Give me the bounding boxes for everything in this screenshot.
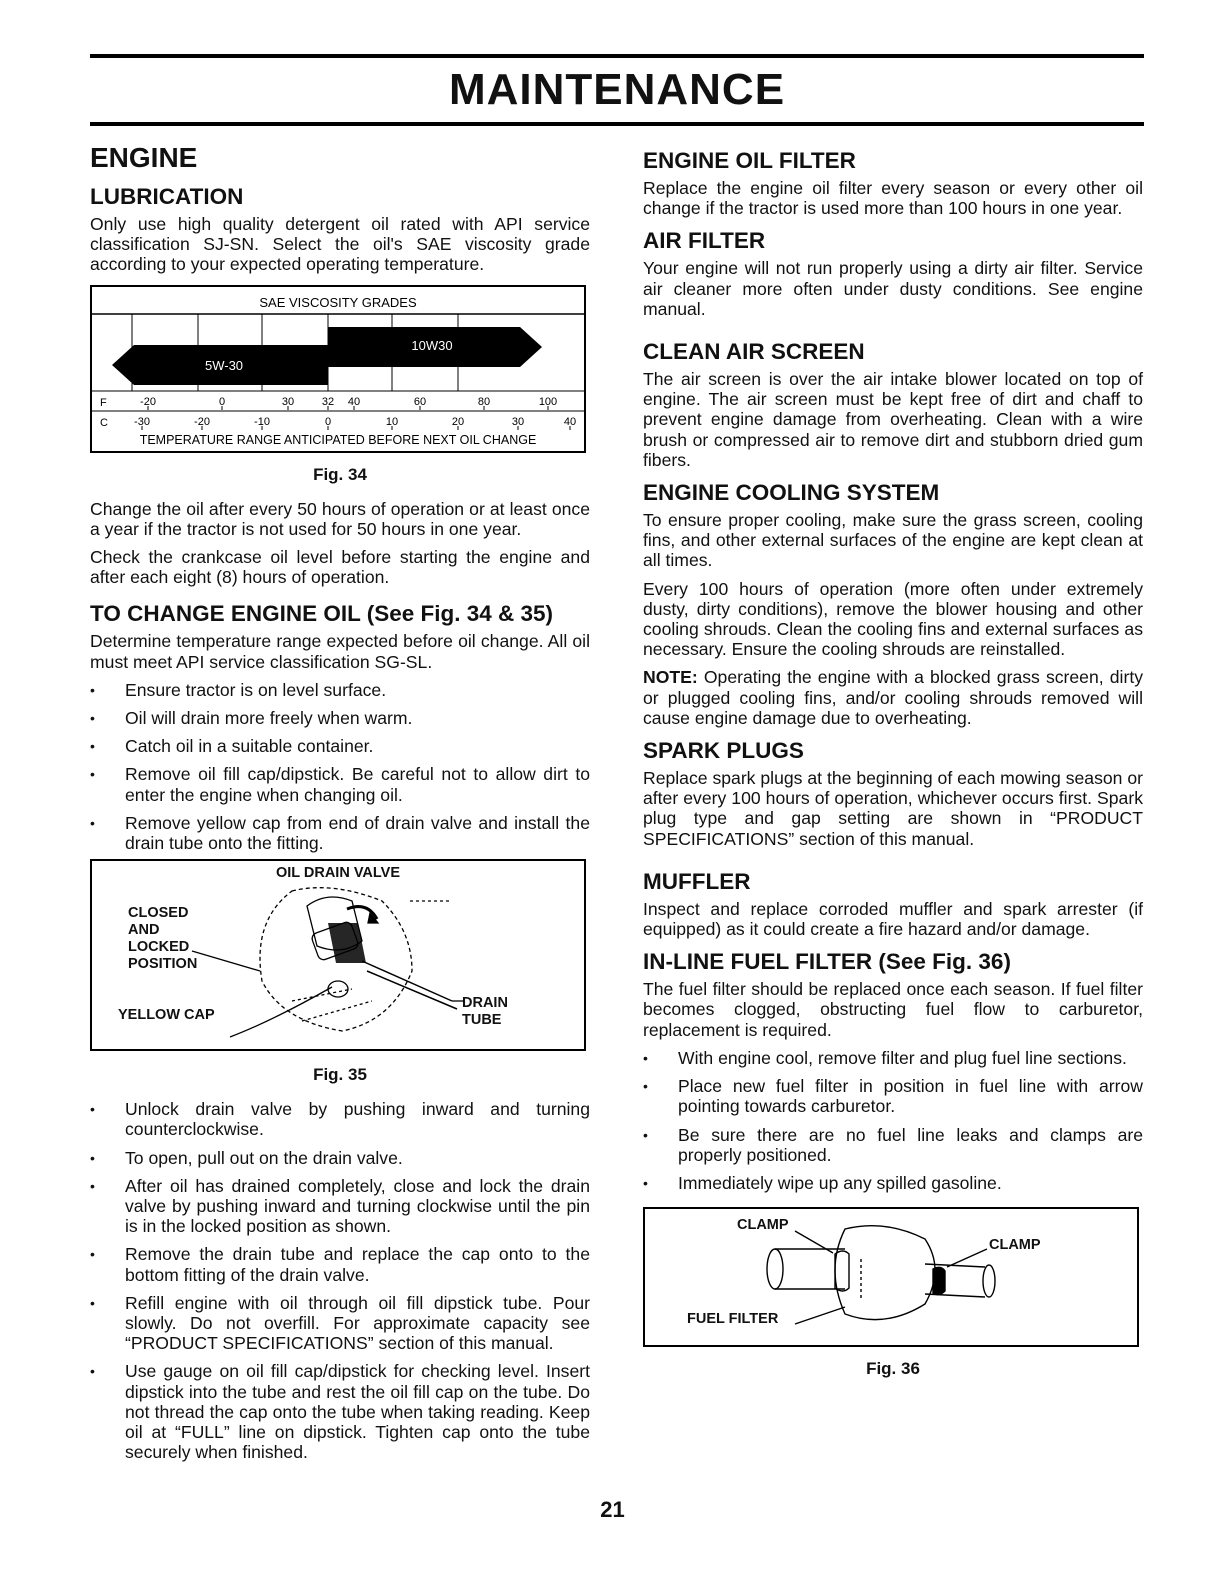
fahrenheit-tick-label: 30: [281, 395, 295, 408]
fuel-filter-text: The fuel filter should be replaced once each season. If fuel filter becomes clogged, obstructing fuel flow to carburetor, replacement is required.: [643, 979, 1143, 1040]
drain-valve-illustration: [92, 861, 584, 1049]
spark-text: Replace spark plugs at the beginning of each mowing season or after every 100 hours of operation, whichever occurs first. Spark plug type and gap setting are shown in “PRODUCT SPECIFICATIONS” section of this manual.: [643, 768, 1143, 849]
yellow-cap-label: YELLOW CAP: [118, 1007, 215, 1024]
viscosity-chart: [90, 285, 586, 453]
change-oil-interval: Change the oil after every 50 hours of operation or at least once a year if the tractor is not used for 50 hours in one year.: [90, 498, 590, 539]
celsius-tick-label: 20: [451, 415, 465, 428]
celsius-tick-label: -20: [194, 415, 210, 428]
fahrenheit-tick-label: 100: [538, 395, 558, 408]
celsius-tick-label: 30: [511, 415, 525, 428]
celsius-tick-label: 0: [324, 415, 332, 428]
muffler-text: Inspect and replace corroded muffler and spark arrester (if equipped) as it could create a fire hazard and/or damage.: [643, 898, 1143, 940]
list-item: • Unlock drain valve by pushing inward and turning counterclockwise.: [90, 1099, 590, 1139]
list-item: • Refill engine with oil through oil fill dipstick tube. Pour slowly. Do not overfill. For approximate capacity see “PRODUCT SPECIFICATIONS” section of this manual.: [90, 1293, 590, 1354]
left-column: [90, 138, 590, 1471]
fig34-caption: Fig. 34: [313, 464, 367, 484]
air-screen-text: The air screen is over the air intake blower located on top of engine. The air screen must be kept free of dirt and chaff to prevent engine damage from overheating. Clean with a wire brush or compressed air to remove dirt and stubborn dried gum fibers.: [643, 369, 1143, 470]
heading-fuel-filter: IN-LINE FUEL FILTER (See Fig. 36): [643, 949, 1011, 975]
list-item: • With engine cool, remove filter and plug fuel line sections.: [643, 1048, 1143, 1068]
chart-title: SAE VISCOSITY GRADES: [259, 294, 417, 310]
list-item: • Catch oil in a suitable container.: [90, 736, 590, 756]
grade-10w30-label: 10W30: [411, 337, 453, 353]
fuel-filter-label: FUEL FILTER: [687, 1311, 779, 1328]
oil-drain-valve-figure: [90, 859, 586, 1051]
top-rule: [90, 54, 1144, 58]
clamp-right-label: CLAMP: [989, 1237, 1041, 1254]
list-item: • Remove yellow cap from end of drain valve and install the drain tube onto the fitting.: [90, 813, 590, 853]
fahrenheit-tick-label: 80: [477, 395, 491, 408]
celsius-tick-label: 40: [563, 415, 577, 428]
list-item: • Remove the drain tube and replace the cap onto to the bottom fitting of the drain valve.: [90, 1244, 590, 1284]
heading-change-engine-oil: TO CHANGE ENGINE OIL (See Fig. 34 & 35): [90, 601, 554, 627]
note-text: Operating the engine with a blocked grass screen, dirty or plugged cooling fins, and/or cooling shrouds removed will cause engine damage due to overheating.: [643, 667, 1143, 728]
page-number: 21: [600, 1497, 625, 1522]
list-item: • Be sure there are no fuel line leaks and clamps are properly positioned.: [643, 1125, 1143, 1165]
viscosity-chart-graphic: [92, 287, 584, 451]
title-underline: [90, 122, 1144, 126]
drain-steps: [90, 1099, 590, 1462]
heading-air-filter: AIR FILTER: [643, 228, 766, 254]
oil-filter-text: Replace the engine oil filter every season or every other oil change if the tractor is used more than 100 hours in one year.: [643, 178, 1143, 219]
list-item: • Place new fuel filter in position in fuel line with arrow pointing towards carburetor.: [643, 1076, 1143, 1116]
check-oil-level: Check the crankcase oil level before starting the engine and after each eight (8) hours of operation.: [90, 547, 590, 588]
fahrenheit-label: F: [100, 396, 107, 409]
heading-engine-cooling: ENGINE COOLING SYSTEM: [643, 480, 940, 506]
celsius-label: C: [100, 416, 108, 429]
heading-lubrication: LUBRICATION: [90, 184, 244, 209]
clamp-left-label: CLAMP: [737, 1217, 789, 1234]
list-item: • Use gauge on oil fill cap/dipstick for checking level. Insert dipstick into the tube and rest the oil fill cap on the tube. Do not thread the cap onto the tube when taking reading. Keep oil at “FULL” line on dipstick. Tighten cap onto the tube securely when finished.: [90, 1361, 590, 1462]
celsius-tick-label: 10: [385, 415, 399, 428]
list-item: • Oil will drain more freely when warm.: [90, 708, 590, 728]
change-oil-steps: [90, 680, 590, 853]
fahrenheit-tick-label: 60: [413, 395, 427, 408]
fuel-filter-steps: [643, 1048, 1143, 1193]
cooling-text-2: Every 100 hours of operation (more often under extremely dusty, dirty conditions), remove the blower housing and other cooling shrouds. Clean the cooling fins and external surfaces as necessary. Ensure the cooling shrouds are reinstalled.: [643, 578, 1143, 660]
fahrenheit-tick-label: 32: [321, 395, 335, 408]
cooling-text-1: To ensure proper cooling, make sure the grass screen, cooling fins, and other external surfaces of the engine are kept clean at all times.: [643, 510, 1143, 571]
celsius-tick-label: -10: [254, 415, 270, 428]
right-column: [643, 138, 1143, 1393]
fig36-caption: Fig. 36: [866, 1359, 920, 1379]
fahrenheit-tick-label: 0: [218, 395, 226, 408]
closed-locked-label: CLOSED AND LOCKED POSITION: [128, 905, 198, 973]
grade-5w30-label: 5W-30: [204, 357, 244, 373]
change-oil-intro: Determine temperature range expected before oil change. All oil must meet API service classification SG-SL.: [90, 631, 590, 672]
fahrenheit-tick-label: -20: [140, 395, 156, 408]
list-item: • Remove oil fill cap/dipstick. Be careful not to allow dirt to enter the engine when changing oil.: [90, 764, 590, 804]
heading-clean-air-screen: CLEAN AIR SCREEN: [643, 339, 865, 365]
heading-spark-plugs: SPARK PLUGS: [643, 738, 804, 764]
fahrenheit-tick-label: 40: [347, 395, 361, 408]
celsius-tick-label: -30: [134, 415, 150, 428]
air-filter-text: Your engine will not run properly using a dirty air filter. Service air cleaner more often under dusty conditions. See engine manual.: [643, 258, 1143, 319]
section-title-engine: ENGINE: [90, 142, 198, 173]
page-title: MAINTENANCE: [448, 65, 786, 114]
drain-tube-label: DRAIN TUBE: [462, 995, 508, 1029]
fig35-title: OIL DRAIN VALVE: [275, 865, 401, 882]
list-item: • To open, pull out on the drain valve.: [90, 1148, 590, 1168]
heading-muffler: MUFFLER: [643, 868, 751, 894]
heading-engine-oil-filter: ENGINE OIL FILTER: [643, 148, 856, 173]
list-item: • Ensure tractor is on level surface.: [90, 680, 590, 700]
list-item: • After oil has drained completely, close and lock the drain valve by pushing inward and turning clockwise until the pin is in the locked position as shown.: [90, 1176, 590, 1237]
fuel-filter-figure: [643, 1207, 1139, 1347]
list-item: • Immediately wipe up any spilled gasoline.: [643, 1173, 1143, 1193]
lubrication-intro: Only use high quality detergent oil rated with API service classification SJ-SN. Select the oil's SAE viscosity grade according to your expected operating temperature.: [90, 214, 590, 275]
chart-footer: TEMPERATURE RANGE ANTICIPATED BEFORE NEXT OIL CHANGE: [139, 432, 537, 447]
cooling-note: [643, 667, 1143, 728]
fig35-caption: Fig. 35: [313, 1065, 367, 1085]
note-label: NOTE:: [643, 667, 698, 688]
